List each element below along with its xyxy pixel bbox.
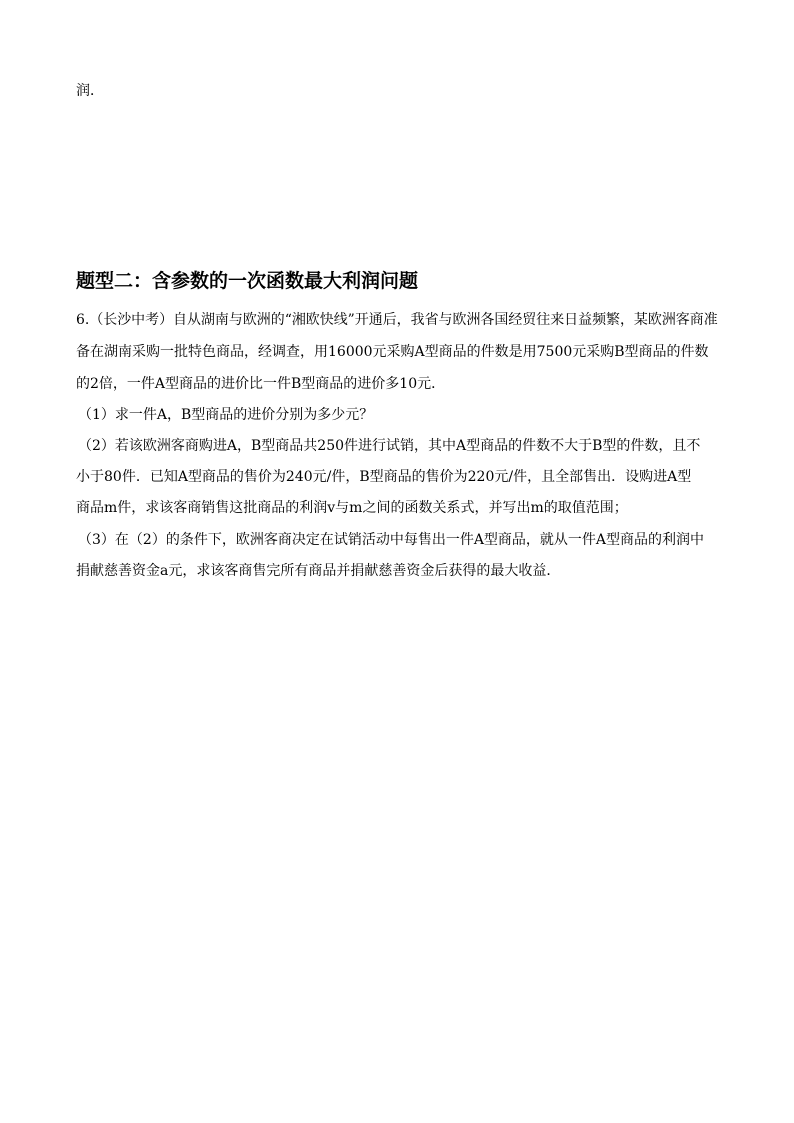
question-2-line-3: 商品m件，求该客商销售这批商品的利润v与m之间的函数关系式，并写出m的取值范围； (76, 500, 628, 516)
question-3-line-2: 捐献慈善资金a元，求该客商售完所有商品并捐献慈善资金后获得的最大收益． (76, 563, 561, 579)
problem-statement-line-2: 备在湖南采购一批特色商品，经调查，用16000元采购A型商品的件数是用7500元采购B型商品的件数 (76, 344, 709, 360)
question-2-line-1: （2）若该欧洲客商购进A，B型商品共250件进行试销，其中A型商品的件数不大于B型的件数，且不 (78, 438, 701, 454)
question-1: （1）求一件A，B型商品的进价分别为多少元？ (78, 407, 374, 423)
continued-text-fragment: 润． (76, 83, 104, 99)
problem-statement-line-3: 的2倍，一件A型商品的进价比一件B型商品的进价多10元． (76, 376, 446, 392)
question-3-line-1: （3）在（2）的条件下，欧洲客商决定在试销活动中每售出一件A型商品，就从一件A型商品的利润中 (78, 532, 705, 548)
problem-statement-line-1: 6.（长沙中考）自从湖南与欧洲的“湘欧快线”开通后，我省与欧洲各国经贸往来日益频繁，某欧洲客商准 (76, 312, 718, 328)
question-2-line-2: 小于80件．已知A型商品的售价为240元/件，B型商品的售价为220元/件，且全部售出．设购进A型 (76, 469, 692, 485)
section-heading: 题型二：含参数的一次函数最大利润问题 (76, 270, 419, 292)
